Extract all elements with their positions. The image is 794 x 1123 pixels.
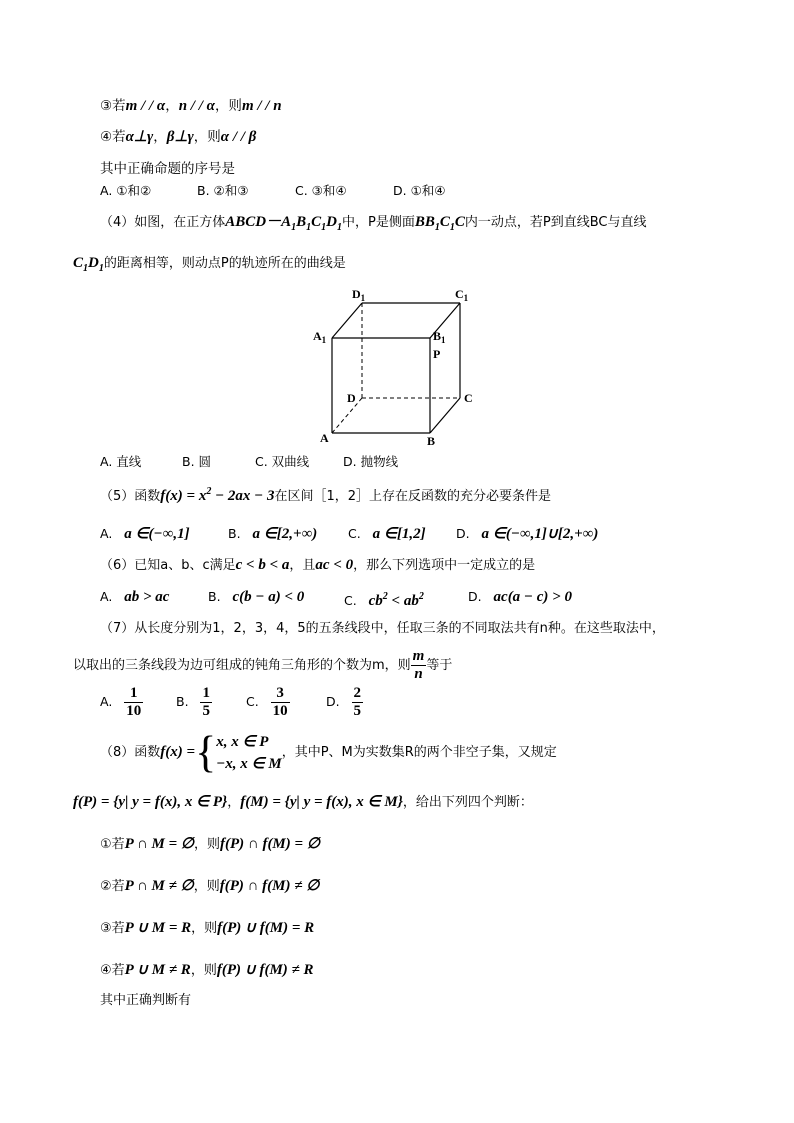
q3-option-b[interactable]: B. ②和③ (197, 183, 249, 198)
q5-option-d[interactable]: D. a ∈(−∞,1]∪[2,+∞) (456, 526, 599, 542)
q8-definitions: f(P) = {y| y = f(x), x ∈ P}，f(M) = {y| y = f(x), x ∈ M}，给出下列四个判断： (73, 794, 533, 810)
q3-option-d[interactable]: D. ①和④ (393, 183, 446, 198)
q7-option-a[interactable]: A. $\frac{1}{10}$ (100, 685, 142, 719)
q5-option-a[interactable]: A. a ∈(−∞,1] (100, 526, 190, 542)
q4-stem-line1: （4）如图，在正方体$ABCD-A_1B_1C_1D_1$中，P是侧面$BB_1C_1C$内一动点，若P到直线BC与直线 (100, 214, 647, 233)
q3-item-3: ③若m / / α，n / / α，则m / / n (100, 98, 282, 114)
q7-stem-line2: 以取出的三条线段为边可组成的钝角三角形的个数为m，则 $\frac{m}{n}$ 等于 (73, 648, 453, 682)
label-c1: $C_1$ (455, 287, 469, 303)
q4-stem-line2: $C_1D_1$的距离相等，则动点P的轨迹所在的曲线是 (73, 255, 346, 274)
edge-a1-d1 (332, 303, 362, 338)
q7-option-b[interactable]: B. $\frac{1}{5}$ (176, 685, 210, 719)
q6-option-d[interactable]: D. ac(a − c) > 0 (468, 589, 572, 605)
label-b1: $B_1$ (433, 329, 446, 345)
q4-option-c[interactable]: C. 双曲线 (255, 454, 310, 469)
q6-stem: （6）已知a、b、c满足c < b < a，且ac < 0，那么下列选项中一定成立的是 (100, 557, 536, 573)
q5-option-b[interactable]: B. a ∈[2,+∞) (228, 526, 318, 542)
q8-stem: （8）函数f(x) ={ x, x ∈ P −x, x ∈ M ，其中P、M为实数集R的两个非空子集，又规定 (100, 727, 557, 777)
label-a1: $A_1$ (313, 329, 327, 345)
q6-option-c[interactable]: C. $cb^2 < ab^2$ (344, 591, 424, 609)
q4-cube-figure (300, 283, 490, 448)
q8-judgement-3: ③若P ∪ M = R，则f(P) ∪ f(M) = R (100, 920, 315, 936)
label-p: P (433, 347, 441, 361)
piecewise-cases: x, x ∈ P −x, x ∈ M (216, 733, 282, 772)
q4-option-d[interactable]: D. 抛物线 (343, 454, 399, 469)
q6-option-b[interactable]: B. c(b − a) < 0 (208, 589, 305, 605)
label-b: B (427, 434, 436, 448)
q3-option-a[interactable]: A. ①和② (100, 183, 152, 198)
q5-option-c[interactable]: C. a ∈[1,2] (348, 526, 426, 542)
q6-option-a[interactable]: A. ab > ac (100, 589, 170, 605)
q4-cube-name: $ABCD-A_1B_1C_1D_1$ (225, 214, 343, 233)
q3-option-c[interactable]: C. ③和④ (295, 183, 347, 198)
q8-judgement-1: ①若P ∩ M = ∅，则f(P) ∩ f(M) = ∅ (100, 836, 320, 852)
q8-judgement-2: ②若P ∩ M ≠ ∅，则f(P) ∩ f(M) ≠ ∅ (100, 878, 320, 894)
label-d1: $D_1$ (352, 287, 366, 303)
label-a: A (320, 431, 329, 445)
q8-question: 其中正确判断有 (100, 993, 192, 1008)
q3-question: 其中正确命题的序号是 (100, 161, 235, 177)
q4-option-a[interactable]: A. 直线 (100, 454, 142, 469)
q4-face-name: $BB_1C_1C$ (414, 214, 465, 233)
label-d: D (347, 391, 356, 405)
q5-stem: （5）函数$f(x) = x^2 - 2ax - 3$在区间［1，2］上存在反函数的充分必要条件是 (100, 486, 552, 504)
q8-judgement-4: ④若P ∪ M ≠ R，则f(P) ∪ f(M) ≠ R (100, 962, 314, 978)
q4-option-b[interactable]: B. 圆 (182, 454, 212, 469)
q7-option-c[interactable]: C. $\frac{3}{10}$ (246, 685, 288, 719)
q7-fraction-m-over-n: $\frac{m}{n}$ (412, 648, 425, 682)
q7-stem-line1: （7）从长度分别为1，2，3，4，5的五条线段中，任取三条的不同取法共有n种。在这些取法中， (100, 621, 665, 636)
piecewise-brace: { (195, 727, 217, 777)
q3-item-4: ④若α⊥γ，β⊥γ，则α / / β (100, 129, 257, 145)
label-c: C (464, 391, 473, 405)
edge-b-c (430, 398, 460, 433)
q7-option-d[interactable]: D. $\frac{2}{5}$ (326, 685, 362, 719)
